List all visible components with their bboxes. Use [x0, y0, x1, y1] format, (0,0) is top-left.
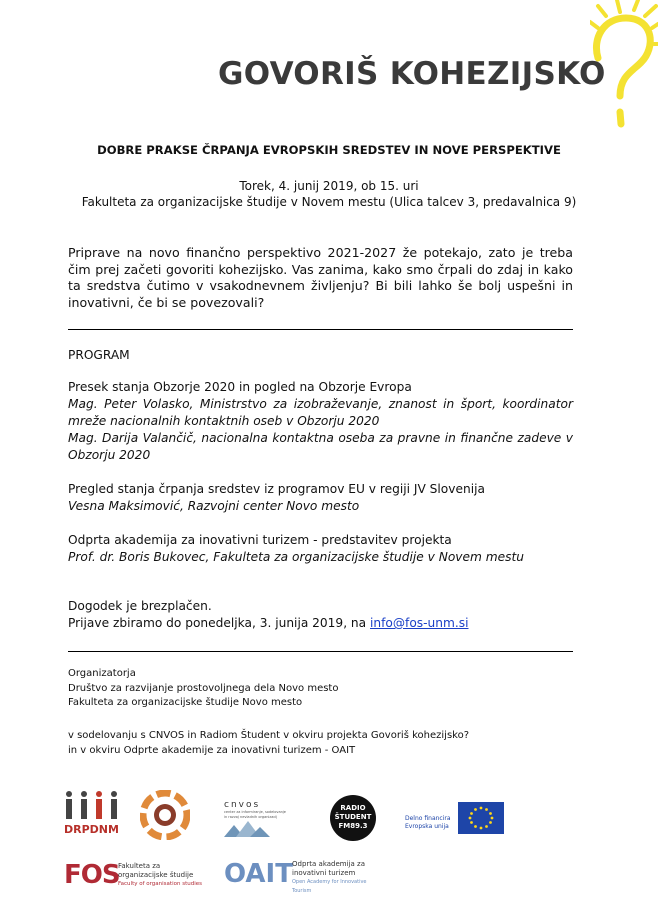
volunteer-center-logo — [140, 790, 190, 840]
oait-text-line: Open Academy for Innovative Tourism — [292, 879, 367, 894]
radio-line: FM89.3 — [338, 822, 368, 830]
volunteer-hands-icon — [140, 790, 190, 840]
program-item-2 — [68, 481, 573, 515]
cnvos-logo — [224, 800, 294, 844]
drpdnm-figures-icon — [64, 790, 124, 820]
fos-text-line: Faculty of organisation studies — [118, 881, 202, 887]
program-item-title: Presek stanja Obzorje 2020 in pogled na Obzorje Evropa — [68, 380, 412, 394]
organizer-line: Fakulteta za organizacijske študije Novo mesto — [68, 697, 303, 708]
oait-text-line: inovativni turizem — [292, 869, 356, 877]
program-heading: PROGRAM — [68, 348, 130, 362]
event-date-time: Torek, 4. junij 2019, ob 15. uri — [239, 179, 419, 193]
oait-text-line: Odprta akademija za — [292, 860, 365, 868]
fos-description — [118, 862, 218, 889]
fos-text-line: organizacijske študije — [118, 871, 194, 879]
cooperation-line: in v okviru Odprte akademije za inovativni turizem - OAIT — [68, 744, 356, 756]
registration-email-link[interactable]: info@fos-unm.si — [370, 616, 469, 630]
drpdnm-logo — [64, 790, 124, 838]
organizer-line: Društvo za razvijanje prostovoljnega dela Novo mesto — [68, 682, 339, 694]
cnvos-label: cnvos — [224, 800, 261, 810]
organizers-block — [68, 667, 588, 711]
cooperation-block — [68, 729, 588, 758]
registration-deadline-text: Prijave zbiramo do ponedeljka, 3. junija 2019, na — [68, 616, 367, 630]
drpdnm-label: DRPDNM — [64, 823, 119, 836]
cooperation-line: v sodelovanju s CNVOS in Radiom Študent v okviru projekta Govoriš kohezijsko? — [68, 730, 470, 741]
registration-free: Dogodek je brezplačen. — [68, 599, 212, 613]
program-item-title: Odprta akademija za inovativni turizem - predstavitev projekta — [68, 533, 452, 547]
radio-student-logo — [330, 795, 376, 841]
program-item-1 — [68, 379, 573, 464]
radio-line: ŠTUDENT — [334, 813, 372, 821]
program-item-3 — [68, 532, 573, 566]
fos-wordmark: FOS — [64, 860, 120, 890]
eu-text-line: Delno financira — [405, 815, 451, 822]
eu-text-line: Evropska unija — [405, 823, 449, 830]
event-subtitle: DOBRE PRAKSE ČRPANJA EVROPSKIH SREDSTEV IN NOVE PERSPEKTIVE — [97, 143, 561, 157]
divider-bottom — [68, 651, 573, 652]
divider-top — [68, 329, 573, 330]
radio-line: RADIO — [340, 804, 366, 812]
oait-wordmark: OAIT — [224, 859, 293, 889]
program-speaker: Vesna Maksimović, Razvojni center Novo mesto — [68, 499, 360, 513]
brand-title: GOVORIŠ KOHEZIJSKO — [218, 56, 606, 92]
event-venue: Fakulteta za organizacijske študije v Novem mestu (Ulica talcev 3, predavalnica 9) — [81, 195, 577, 209]
cnvos-subtitle: center za informiranje, sodelovanje in razvoj nevladnih organizacij — [224, 810, 286, 819]
fos-text-line: Fakulteta za — [118, 862, 161, 870]
organizers-heading: Organizatorja — [68, 668, 136, 679]
program-speaker: Mag. Peter Volasko, Ministrstvo za izobraževanje, znanost in šport, koordinator mreže nacionalnih kontaktnih oseb v Obzorju 2020 — [68, 397, 573, 428]
registration-deadline — [68, 615, 573, 632]
eu-funding-text — [405, 815, 455, 831]
program-speaker: Mag. Darija Valančič, nacionalna kontaktna oseba za pravne in finančne zadeve v Obzorju 2020 — [68, 431, 573, 462]
oait-logo — [224, 858, 374, 894]
program-item-title: Pregled stanja črpanja sredstev iz programov EU v regiji JV Slovenija — [68, 482, 485, 496]
program-speaker: Prof. dr. Boris Bukovec, Fakulteta za organizacijske študije v Novem mestu — [68, 550, 524, 564]
eu-flag-icon — [458, 802, 504, 834]
oait-description — [292, 860, 382, 896]
fos-logo — [64, 858, 214, 894]
cnvos-mountains-icon — [224, 819, 274, 837]
intro-paragraph: Priprave na novo finančno perspektivo 2021-2027 že potekajo, zato je treba čim prej začeti govoriti kohezijsko. Vas zanima, kako smo črpali do zdaj in kako ta sredstva čutimo v vsakodnevnem življenju? Bi bili lahko še bolj uspešni in inovativni, če bi se povezovali? — [68, 245, 573, 310]
